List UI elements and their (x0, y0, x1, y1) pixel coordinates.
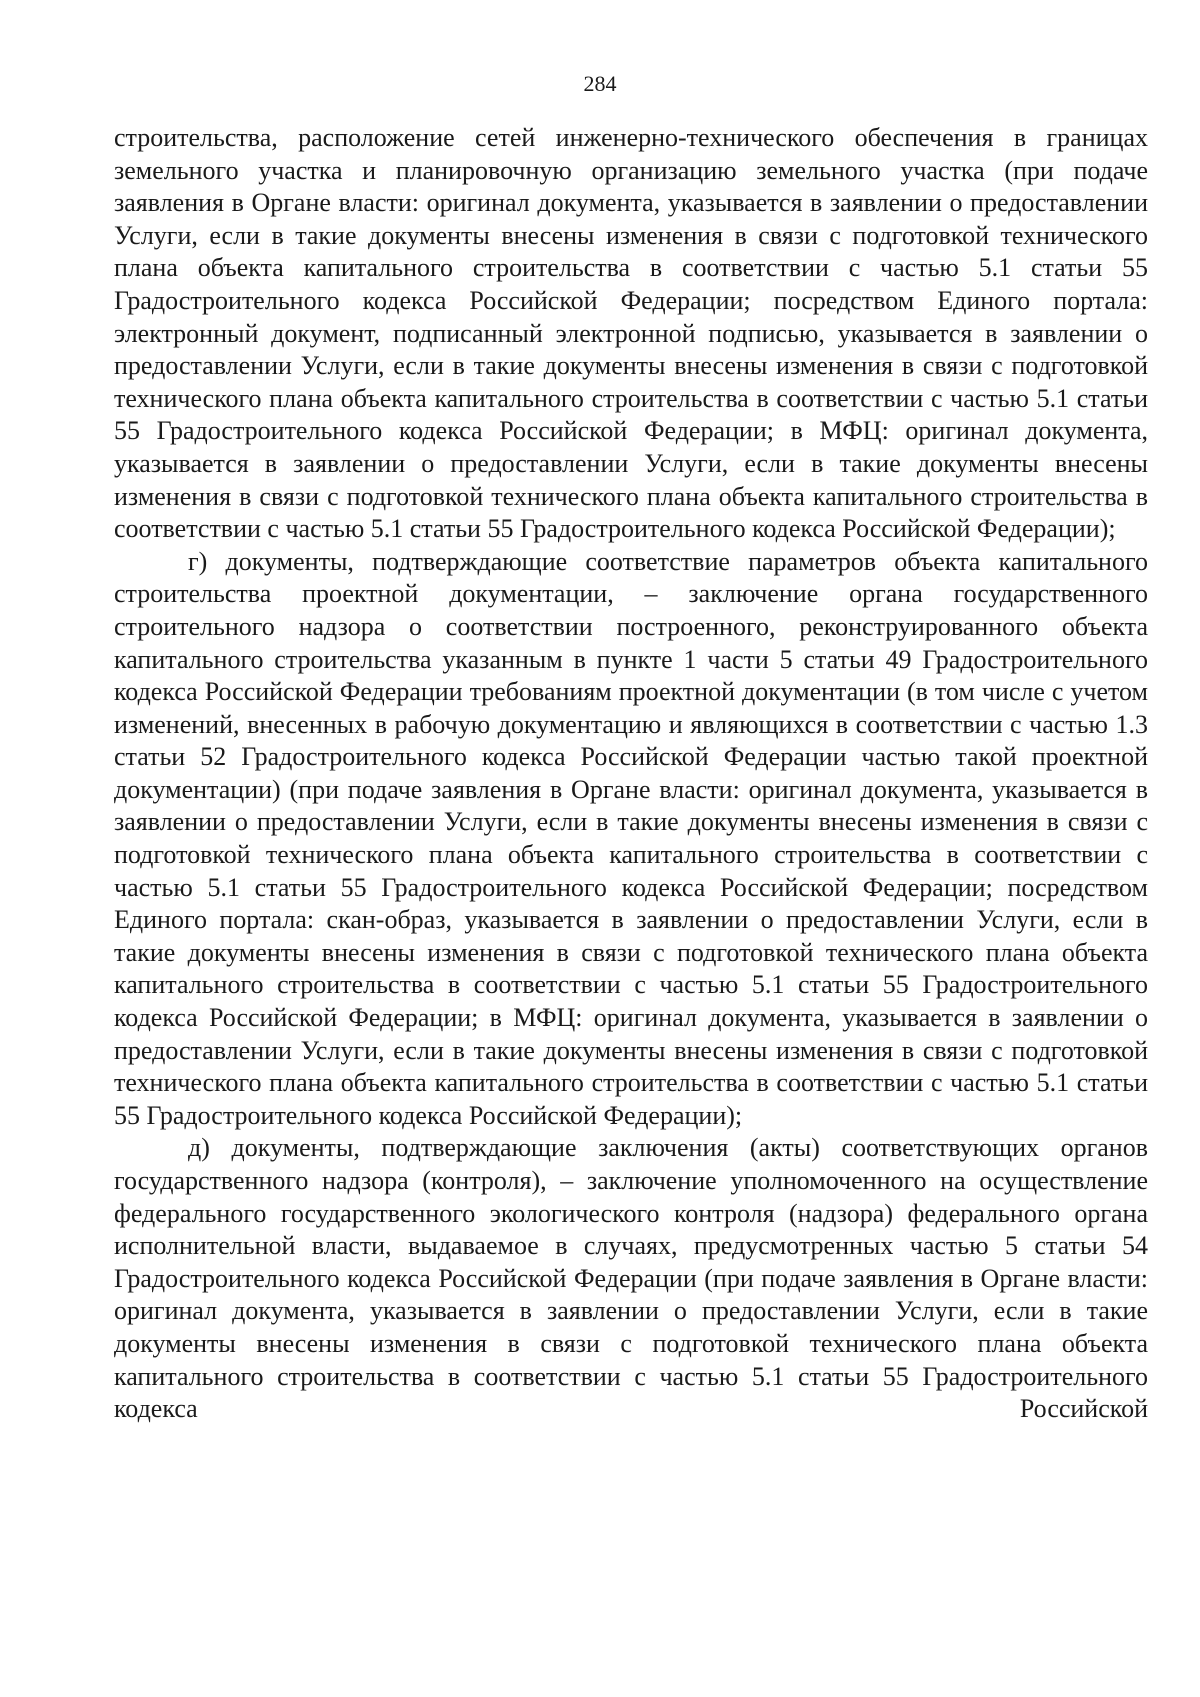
paragraph-item-d: д) документы, подтверждающие заключения (акты) соответствующих органов государственного надзора (контроля), – заключение уполномоченного на осуществление федерального государственного экологического контроля (надзора) федерального органа исполнительной власти, выдаваемое в случаях, предусмотренных частью 5 статьи 54 Градостроительного кодекса Российской Федерации (при подаче заявления в Органе власти: оригинал документа, указывается в заявлении о предоставлении Услуги, если в такие документы внесены изменения в связи с подготовкой технического плана объекта капитального строительства в соответствии с частью 5.1 статьи 55 Градостроительного кодекса Российской (114, 1133, 1148, 1424)
page-number: 284 (583, 71, 617, 96)
body-text (114, 122, 1148, 1426)
paragraph-continuation: строительства, расположение сетей инженерно-технического обеспечения в границах земельного участка и планировочную организацию земельного участка (при подаче заявления в Органе власти: оригинал документа, указывается в заявлении о предоставлении Услуги, если в такие документы внесены изменения в связи с подготовкой технического плана объекта капитального строительства в соответствии с частью 5.1 статьи 55 Градостроительного кодекса Российской Федерации; посредством Единого портала: электронный документ, подписанный электронной подписью, указывается в заявлении о предоставлении Услуги, если в такие документы внесены изменения в связи с подготовкой технического плана объекта капитального строительства в соответствии с частью 5.1 статьи 55 Градостроительного кодекса Российской Федерации; в МФЦ: оригинал документа, указывается в заявлении о предоставлении Услуги, если в такие документы внесены изменения в связи с подготовкой технического плана объекта капитального строительства в соответствии с частью 5.1 статьи 55 Градостроительного кодекса Российской Федерации); (114, 123, 1148, 544)
paragraph-item-g: г) документы, подтверждающие соответствие параметров объекта капитального строительства проектной документации, – заключение органа государственного строительного надзора о соответствии построенного, реконструированного объекта капитального строительства указанным в пункте 1 части 5 статьи 49 Градостроительного кодекса Российской Федерации требованиям проектной документации (в том числе с учетом изменений, внесенных в рабочую документацию и являющихся в соответствии с частью 1.3 статьи 52 Градостроительного кодекса Российской Федерации частью такой проектной документации) (при подаче заявления в Органе власти: оригинал документа, указывается в заявлении о предоставлении Услуги, если в такие документы внесены изменения в связи с подготовкой технического плана объекта капитального строительства в соответствии с частью 5.1 статьи 55 Градостроительного кодекса Российской Федерации; посредством Единого портала: скан-образ, указывается в заявлении о предоставлении Услуги, если в такие документы внесены изменения в связи с подготовкой технического плана объекта капитального строительства в соответствии с частью 5.1 статьи 55 Градостроительного кодекса Российской Федерации; в МФЦ: оригинал документа, указывается в заявлении о предоставлении Услуги, если в такие документы внесены изменения в связи с подготовкой технического плана объекта капитального строительства в соответствии с частью 5.1 статьи 55 Градостроительного кодекса Российской Федерации); (114, 546, 1148, 1130)
